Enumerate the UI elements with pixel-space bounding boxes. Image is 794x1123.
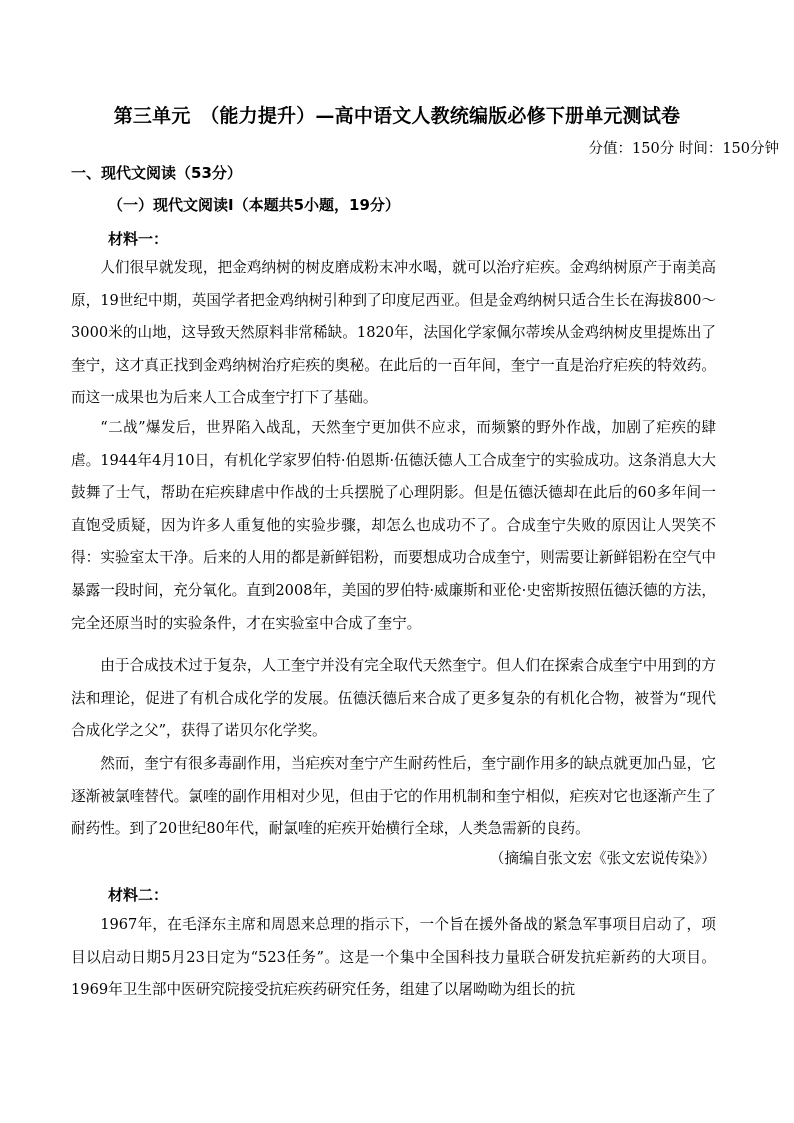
material-2-paragraph: 1967年，在毛泽东主席和周恩来总理的指示下，一个旨在援外备战的紧急军事项目启动了，项目以启动日期5月23日定为“523任务”。这是一个集中全国科技力量联合研发抗疟新药的大项目。1969年卫生部中医研究院接受抗疟疾药研究任务，组建了以屠呦呦为组长的抗 — [71, 916, 716, 999]
material-1-paragraph: 然而，奎宁有很多毒副作用，当疟疾对奎宁产生耐药性后，奎宁副作用多的缺点就更加凸显，它逐渐被氯喹替代。氯喹的副作用相对少见，但由于它的作用机制和奎宁相似，疟疾对它也逐渐产生了耐药性。到了20世纪80年代，耐氯喹的疟疾开始横行全球，人类急需新的良药。 — [71, 755, 716, 838]
material-1-paragraph: 人们很早就发现，把金鸡纳树的树皮磨成粉末冲水喝，就可以治疗疟疾。金鸡纳树原产于南美高原，19世纪中期，英国学者把金鸡纳树引种到了印度尼西亚。但是金鸡纳树只适合生长在海拔800～3000米的山地，这导致天然原料非常稀缺。1820年，法国化学家佩尔蒂埃从金鸡纳树皮里提炼出了奎宁，这才真正找到金鸡纳树治疗疟疾的奥秘。在此后的一百年间，奎宁一直是治疗疟疾的特效药。而这一成果也为后来人工合成奎宁打下了基础。 — [71, 259, 716, 407]
material-1-source: （摘编自张文宏《张文宏说传染》） — [489, 850, 716, 867]
material-2-label: 材料二： — [108, 886, 169, 904]
material-1-paragraph: 由于合成技术过于复杂，人工奎宁并没有完全取代天然奎宁。但人们在探索合成奎宁中用到的方法和理论，促进了有机合成化学的发展。伍德沃德后来合成了更多复杂的有机化合物，被誉为“现代合成化学之父”，获得了诺贝尔化学奖。 — [71, 657, 716, 740]
section-heading-reading: 一、现代文阅读（53分） — [71, 164, 242, 182]
score-time-info: 分值：150分 时间：150分钟 — [588, 141, 779, 157]
material-1-paragraph: “二战”爆发后，世界陷入战乱，天然奎宁更加供不应求，而频繁的野外作战，加剧了疟疾的肆虐。1944年4月10日，有机化学家罗伯特·伯恩斯·伍德沃德人工合成奎宁的实验成功。这条消息大大鼓舞了士气，帮助在疟疾肆虐中作战的士兵摆脱了心理阴影。但是伍德沃德却在此后的60多年间一直饱受质疑，因为许多人重复他的实验步骤，却怎么也成功不了。合成奎宁失败的原因让人哭笑不得：实验室太干净。后来的人用的都是新鲜铝粉，而要想成功合成奎宁，则需要让新鲜铝粉在空气中暴露一段时间，充分氧化。直到2008年，美国的罗伯特·威廉斯和亚伦·史密斯按照伍德沃德的方法，完全还原当时的实验条件，才在实验室中合成了奎宁。 — [71, 419, 716, 632]
material-1-label: 材料一： — [108, 230, 169, 248]
page-title: 第三单元 （能力提升）—高中语文人教统编版必修下册单元测试卷 — [113, 105, 681, 127]
subsection-heading-reading-1: （一）现代文阅读Ⅰ（本题共5小题，19分） — [108, 196, 400, 214]
